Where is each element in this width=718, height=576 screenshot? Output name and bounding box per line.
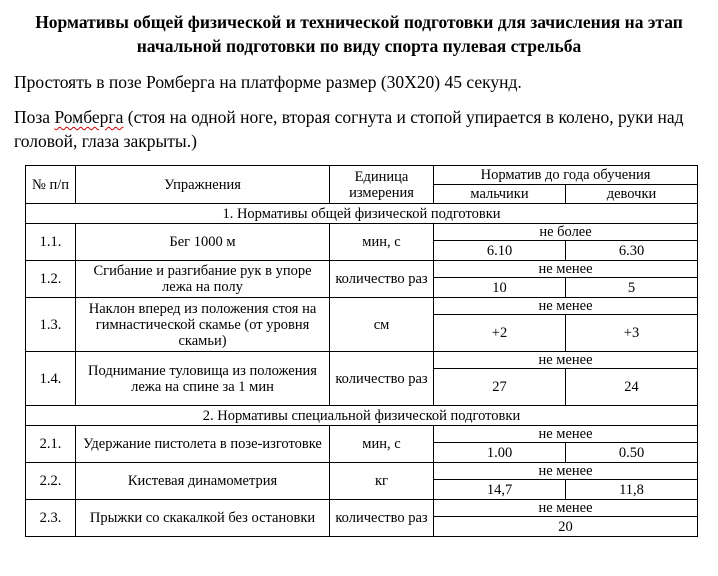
value-both: 20 bbox=[434, 517, 698, 537]
table-row bbox=[26, 224, 698, 241]
row-exercise: Кистевая динамометрия bbox=[76, 463, 330, 500]
row-qualifier: не менее bbox=[434, 298, 698, 315]
row-qualifier: не более bbox=[434, 224, 698, 241]
spellcheck-word: Ромберга bbox=[54, 107, 124, 127]
table-row bbox=[26, 298, 698, 315]
row-qualifier: не менее bbox=[434, 352, 698, 369]
section-row bbox=[26, 406, 698, 426]
row-unit: кг bbox=[330, 463, 434, 500]
header-num: № п/п bbox=[26, 166, 76, 204]
header-norm: Норматив до года обучения bbox=[434, 166, 698, 185]
row-unit: количество раз bbox=[330, 500, 434, 537]
table-row bbox=[26, 463, 698, 480]
value-boys: 1.00 bbox=[434, 443, 566, 463]
row-unit: см bbox=[330, 298, 434, 352]
paragraph-text-start: Поза bbox=[14, 107, 55, 127]
row-qualifier: не менее bbox=[434, 426, 698, 443]
paragraph-romberg-pose bbox=[14, 105, 704, 153]
row-num: 2.2. bbox=[26, 463, 76, 500]
row-unit: количество раз bbox=[330, 261, 434, 298]
row-qualifier: не менее bbox=[434, 261, 698, 278]
value-girls: 5 bbox=[566, 278, 698, 298]
table-header-row bbox=[26, 166, 698, 185]
value-boys: +2 bbox=[434, 315, 566, 352]
row-unit: количество раз bbox=[330, 352, 434, 406]
row-num: 2.3. bbox=[26, 500, 76, 537]
value-girls: 6.30 bbox=[566, 241, 698, 261]
section-title: 2. Нормативы специальной физической подготовки bbox=[26, 406, 698, 426]
row-exercise: Сгибание и разгибание рук в упоре лежа на полу bbox=[76, 261, 330, 298]
row-num: 1.2. bbox=[26, 261, 76, 298]
value-boys: 14,7 bbox=[434, 480, 566, 500]
row-num: 1.4. bbox=[26, 352, 76, 406]
row-num: 2.1. bbox=[26, 426, 76, 463]
row-qualifier: не менее bbox=[434, 500, 698, 517]
table-row bbox=[26, 352, 698, 369]
header-girls: девочки bbox=[566, 185, 698, 204]
section-row bbox=[26, 204, 698, 224]
norms-table bbox=[25, 165, 698, 537]
table-row bbox=[26, 500, 698, 517]
row-num: 1.1. bbox=[26, 224, 76, 261]
document-title: Нормативы общей физической и технической подготовки для зачисления на этап начальной подготовки по виду спорта пулевая стрельба bbox=[35, 12, 683, 56]
row-exercise: Наклон вперед из положения стоя на гимнастической скамье (от уровня скамьи) bbox=[76, 298, 330, 352]
paragraph-text-end: (стоя на одной ноге, вторая согнута и стопой упирается в колено, руки над головой, глаза закрыты.) bbox=[14, 107, 684, 151]
value-boys: 6.10 bbox=[434, 241, 566, 261]
header-boys: мальчики bbox=[434, 185, 566, 204]
row-exercise: Поднимание туловища из положения лежа на спине за 1 мин bbox=[76, 352, 330, 406]
header-unit: Единица измерения bbox=[330, 166, 434, 204]
paragraph-romberg-test: Простоять в позе Ромберга на платформе размер (30Х20) 45 секунд. bbox=[14, 72, 522, 92]
row-unit: мин, с bbox=[330, 426, 434, 463]
value-boys: 10 bbox=[434, 278, 566, 298]
row-unit: мин, с bbox=[330, 224, 434, 261]
value-girls: 0.50 bbox=[566, 443, 698, 463]
value-boys: 27 bbox=[434, 369, 566, 406]
row-qualifier: не менее bbox=[434, 463, 698, 480]
value-girls: 11,8 bbox=[566, 480, 698, 500]
section-title: 1. Нормативы общей физической подготовки bbox=[26, 204, 698, 224]
row-exercise: Прыжки со скакалкой без остановки bbox=[76, 500, 330, 537]
value-girls: +3 bbox=[566, 315, 698, 352]
value-girls: 24 bbox=[566, 369, 698, 406]
header-exercise: Упражнения bbox=[76, 166, 330, 204]
row-exercise: Удержание пистолета в позе-изготовке bbox=[76, 426, 330, 463]
row-exercise: Бег 1000 м bbox=[76, 224, 330, 261]
row-num: 1.3. bbox=[26, 298, 76, 352]
table-row bbox=[26, 261, 698, 278]
table-row bbox=[26, 426, 698, 443]
